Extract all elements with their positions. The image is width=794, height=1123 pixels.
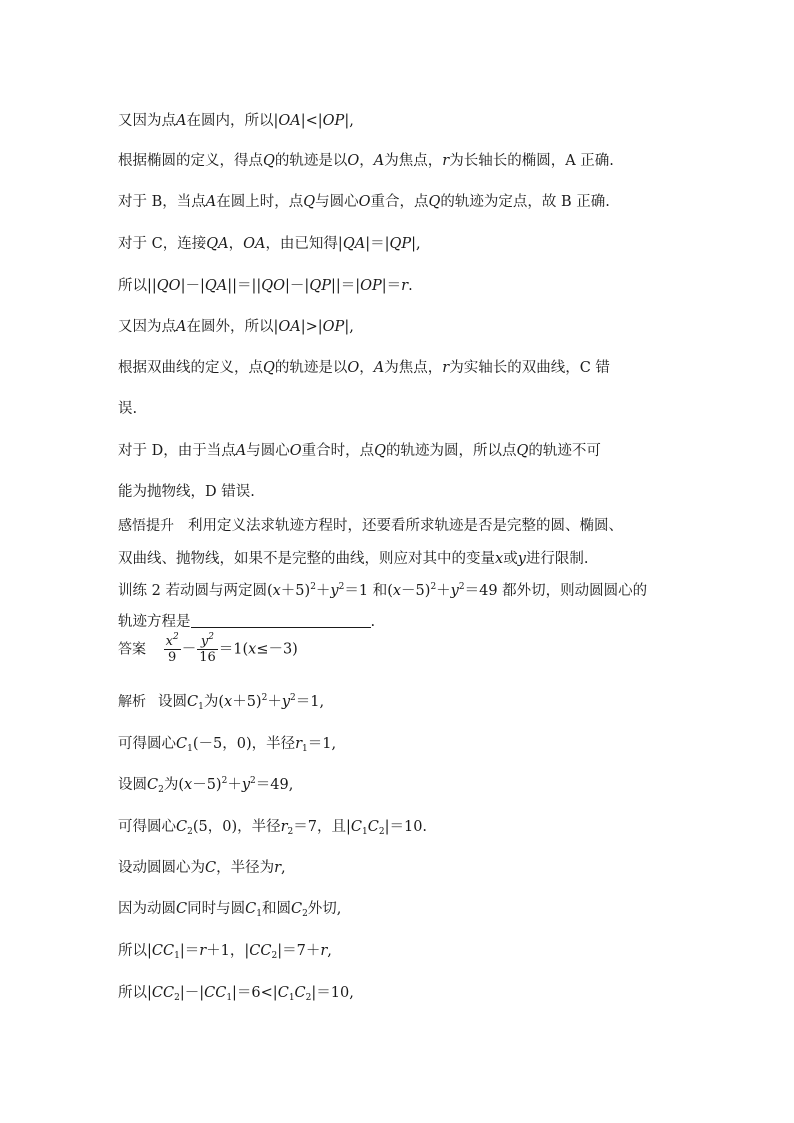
exercise-line-1: 训练 2 若动圆与两定圆$(x+5)^2+y^2=1$ 和$(x-5)^2+y^2=49$ 都外切，则动圆圆心的 (118, 582, 648, 599)
answer-blank (191, 613, 371, 628)
solution-label: 解析 (118, 694, 146, 710)
text-line-9: 对于 D，由于当点A与圆心O重合时，点Q的轨迹为圆，所以点Q的轨迹不可 (118, 443, 601, 459)
text-line-6: 又因为点A在圆外，所以|OA|>|OP|, (118, 319, 354, 335)
solution-line-5: 设动圆圆心为C，半径为r, (118, 860, 286, 876)
tip-line-1: 感悟提升 利用定义法求轨迹方程时，还要看所求轨迹是否是完整的圆、椭圆、 (118, 518, 623, 534)
solution-line-1: 解析 设圆$C_1$为$(x+5)^2+y^2=1$, (118, 693, 325, 712)
solution-line-6: 因为动圆C同时与圆$C_1$和圆$C_2$外切, (118, 901, 342, 919)
text-line-4: 对于 C，连接QA，OA，由已知得|QA|＝|QP|, (118, 236, 421, 252)
text-line-8: 误. (118, 401, 138, 417)
solution-line-7: 所以$|CC_1|=r+1$，$|CC_2|=7+r$, (118, 943, 332, 961)
answer-line: 答案 $\frac{x^2}{9}$ － $\frac{y^2}{16}$ ＝1(x≤－3) (118, 632, 298, 665)
solution-line-2: 可得圆心$C_1(-5$，0)，半径$r_1=1$, (118, 736, 337, 754)
solution-line-8: 所以$|CC_2|-|CC_1|=6<|C_1C_2|=10$, (118, 985, 354, 1003)
answer-label: 答案 (118, 641, 146, 658)
text-line-5: 所以||QO|－|QA||＝||QO|－|QP||＝|OP|＝r. (118, 278, 413, 294)
text-line-3: 对于 B，当点A在圆上时，点Q与圆心O重合，点Q的轨迹为定点，故 B 正确. (118, 194, 610, 210)
text-line-7: 根据双曲线的定义，点Q的轨迹是以O，A为焦点，r为实轴长的双曲线，C 错 (118, 360, 610, 376)
text-line-2: 根据椭圆的定义，得点Q的轨迹是以O，A为焦点，r为长轴长的椭圆，A 正确. (118, 153, 614, 169)
fraction-x2-9: $\frac{x^2}{9}$ (165, 632, 179, 665)
tip-label: 感悟提升 (118, 518, 174, 534)
solution-line-3: 设圆$C_2$为$(x-5)^2+y^2=49$, (118, 776, 294, 795)
text-line-10: 能为抛物线，D 错误. (118, 484, 255, 500)
text-line-1: 又因为点A在圆内，所以|OA|<|OP|, (118, 113, 354, 129)
solution-line-4: 可得圆心$C_2(5$，0)，半径$r_2=7$，且$|C_1C_2|=10$. (118, 819, 428, 837)
tip-line-2: 双曲线、抛物线，如果不是完整的曲线，则应对其中的变量x或y进行限制. (118, 551, 589, 567)
exercise-line-2: 轨迹方程是 . (118, 614, 376, 630)
fraction-y2-16: $\frac{y^2}{16}$ (199, 632, 216, 665)
